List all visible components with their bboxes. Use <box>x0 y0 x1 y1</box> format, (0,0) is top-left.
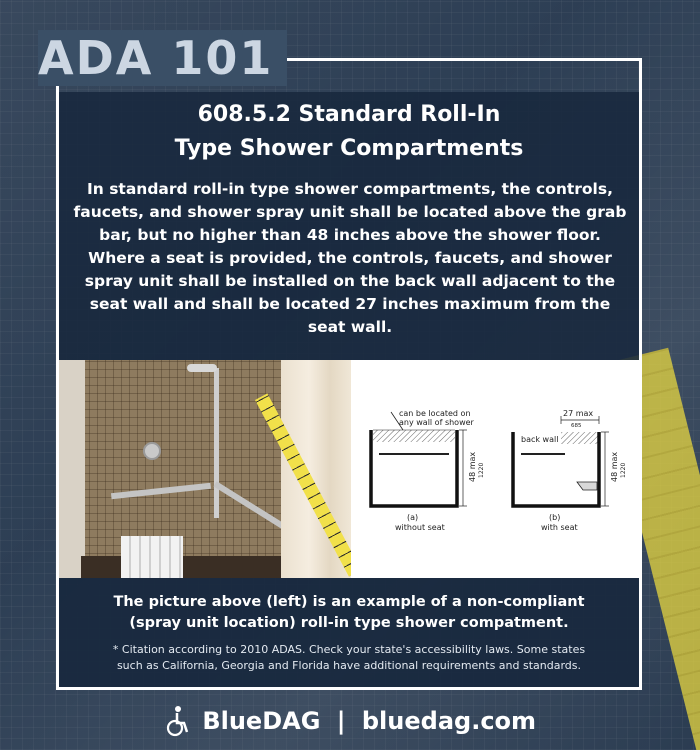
slide-bar <box>214 368 219 518</box>
note-line-1: can be located on <box>399 409 471 418</box>
page-title: ADA 101 <box>38 30 287 86</box>
citation-line-1: * Citation according to 2010 ADAS. Check your state's accessibility laws. Some states <box>112 643 586 656</box>
label-a: (a) <box>407 513 419 522</box>
caption-line-2: (spray unit location) roll-in type shower compatment. <box>129 615 569 631</box>
dim-a-in: 48 max <box>468 451 477 482</box>
footer-separator: | <box>336 707 346 735</box>
dim-b-mm: 1220 <box>620 462 627 478</box>
heading-line-2: Type Shower Compartments <box>174 136 524 161</box>
shower-head <box>187 364 217 372</box>
website-link[interactable]: bluedag.com <box>361 707 537 735</box>
dim-b-top-mm: 685 <box>571 423 582 429</box>
shower-seat <box>121 536 183 578</box>
control-knob <box>143 442 161 460</box>
zone-hatch-b <box>561 432 599 444</box>
seat-b <box>577 482 597 490</box>
zone-hatch-a <box>373 430 455 442</box>
heading-line-1: 608.5.2 Standard Roll-In <box>197 102 501 127</box>
caption-b: with seat <box>541 523 578 532</box>
caption-a: without seat <box>395 523 445 532</box>
citation-line-2: such as California, Georgia and Florida have additional requirements and standards. <box>116 659 582 672</box>
dim-b-in: 48 max <box>610 451 619 482</box>
back-wall-label: back wall <box>521 435 559 444</box>
dim-a-mm: 1220 <box>478 462 485 478</box>
citation-note <box>66 642 632 674</box>
shower-photo <box>59 360 351 578</box>
diagram-svg <box>351 360 639 578</box>
brand-name: BlueDAG <box>202 707 321 735</box>
left-wall <box>59 360 85 578</box>
dim-b-top-in: 27 max <box>563 409 594 418</box>
figure-a <box>371 409 485 532</box>
note-line-2: any wall of shower <box>399 418 474 427</box>
ada-diagram <box>351 360 639 578</box>
body-paragraph: In standard roll-in type shower compartments, the controls, faucets, and shower spray unit shall be located above the grab bar, but no higher than 48 inches above the shower floor. Where a seat is provided, the controls, faucets, and shower spray unit shall be installed on the back wall adjacent to the seat wall and shall be located 27 inches maximum from the seat wall. <box>73 180 627 336</box>
wheelchair-logo-icon <box>164 705 190 737</box>
footer <box>0 700 700 740</box>
section-heading <box>59 98 639 166</box>
caption-line-1: The picture above (left) is an example of a non-compliant <box>113 594 585 610</box>
figure-b <box>513 409 627 532</box>
label-b: (b) <box>549 513 561 522</box>
photo-caption <box>59 592 639 634</box>
